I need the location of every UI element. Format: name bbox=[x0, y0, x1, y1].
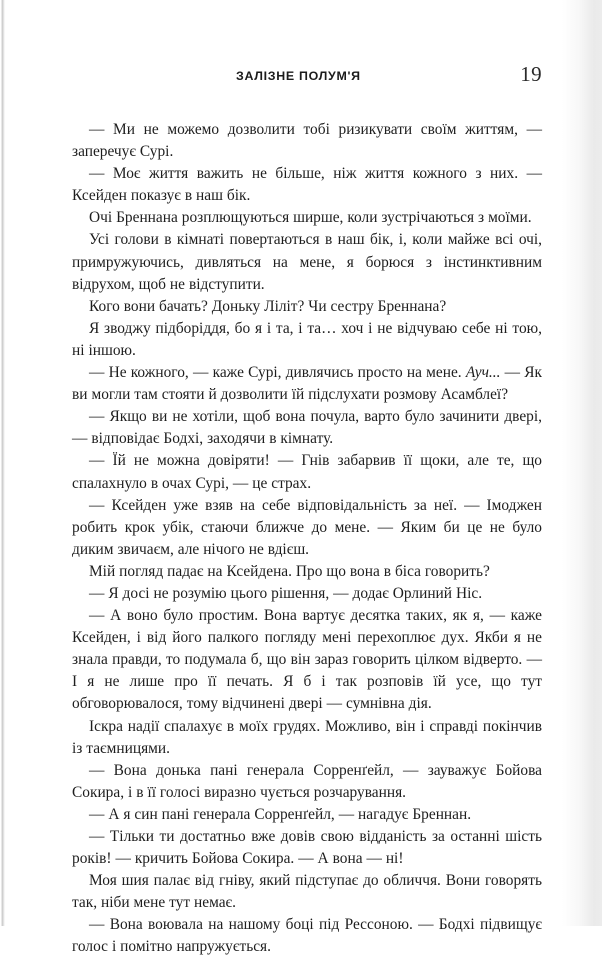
paragraph: — А я син пані генерала Сорренґейл, — нагадує Бреннан. bbox=[89, 805, 472, 823]
paragraph: Я зводжу підборіддя, бо я і та, і та… хоч і не відчуваю себе ні тою, ні іншою. bbox=[72, 319, 542, 359]
paragraph: — Моє життя важить не більше, ніж життя кожного з них. — Ксейден показує в наш бік. bbox=[72, 165, 542, 205]
emphasised-text: Ауч... bbox=[465, 364, 501, 382]
paragraph-segment: — Як ви могли там стояти й дозволити їй підслухати розмову Асамблеї? bbox=[72, 364, 543, 404]
paragraph: Усі голови в кімнаті повертаються в наш бік, і, коли майже всі очі, примружуючись, дивляться на мене, я борюся з інстинктивним відрухом, щоб не відступити. bbox=[72, 231, 542, 293]
paragraph: Очі Бреннана розплющуються ширше, коли зустрічаються з моїми. bbox=[89, 209, 532, 227]
paragraph: — Я досі не розумію цього рішення, — додає Орлиний Ніс. bbox=[89, 584, 483, 602]
page-number: 19 bbox=[520, 62, 542, 86]
paragraph: Мій погляд падає на Ксейдена. Про що вона в біса говорить? bbox=[89, 562, 490, 580]
paragraph: — Вона донька пані генерала Сорренґейл, — зауважує Бойова Сокира, і в її голосі виразно чується розчарування. bbox=[72, 761, 542, 801]
page-gutter-edge bbox=[0, 0, 5, 926]
running-title: ЗАЛІЗНЕ ПОЛУМ'Я bbox=[236, 69, 361, 83]
paragraph: Кого вони бачать? Доньку Ліліт? Чи сестру Бреннана? bbox=[89, 297, 447, 315]
paragraph: — Ми не можемо дозволити тобі ризикувати своїм життям, — заперечує Сурі. bbox=[72, 121, 542, 161]
running-head bbox=[72, 62, 542, 90]
paragraph-with-emphasis bbox=[72, 362, 542, 406]
paragraph: Іскра надії спалахує в моїх грудях. Можливо, він і справді покінчив із таємницями. bbox=[72, 717, 542, 757]
paragraph: Моя шия палає від гніву, який підступає до обличчя. Вони говорять так, ніби мене тут немає. bbox=[72, 872, 542, 912]
paragraph: — Якщо ви не хотіли, щоб вона почула, варто було зачинити двері, — відповідає Бодхі, заходячи в кімнату. bbox=[72, 408, 542, 448]
page-edge-shadow bbox=[562, 0, 602, 926]
body-text-block bbox=[72, 119, 542, 959]
paragraph: — Ксейден уже взяв на себе відповідальність за неї. — Імоджен робить крок убік, стаючи ближче до мене. — Яким би це не було диким звичаєм, але нічого не вдієш. bbox=[72, 496, 542, 558]
paragraph: — А воно було простим. Вона вартує десятка таких, як я, — каже Ксейден, і від його палкого погляду мені перехоплює дух. Якби я не знала правди, то подумала б, що він зараз говорить цілком відверто. — І я не лише про її печать. Я б і так розповів їй усе, що тут обговорювалося, тому відчинені двері — сумнівна дія. bbox=[72, 607, 542, 713]
paragraph: — Вона воювала на нашому боці під Рессоною. — Бодхі підвищує голос і помітно напружується. bbox=[72, 916, 542, 956]
paragraph: — Тільки ти достатньо вже довів свою відданість за останні шість років! — кричить Бойова Сокира. — А вона — ні! bbox=[72, 828, 542, 868]
paragraph-segment: — Не кожного, — каже Сурі, дивлячись просто на мене. bbox=[89, 364, 466, 382]
paragraph: — Їй не можна довіряти! — Гнів забарвив її щоки, але те, що спалахнуло в очах Сурі, — це страх. bbox=[72, 452, 542, 492]
